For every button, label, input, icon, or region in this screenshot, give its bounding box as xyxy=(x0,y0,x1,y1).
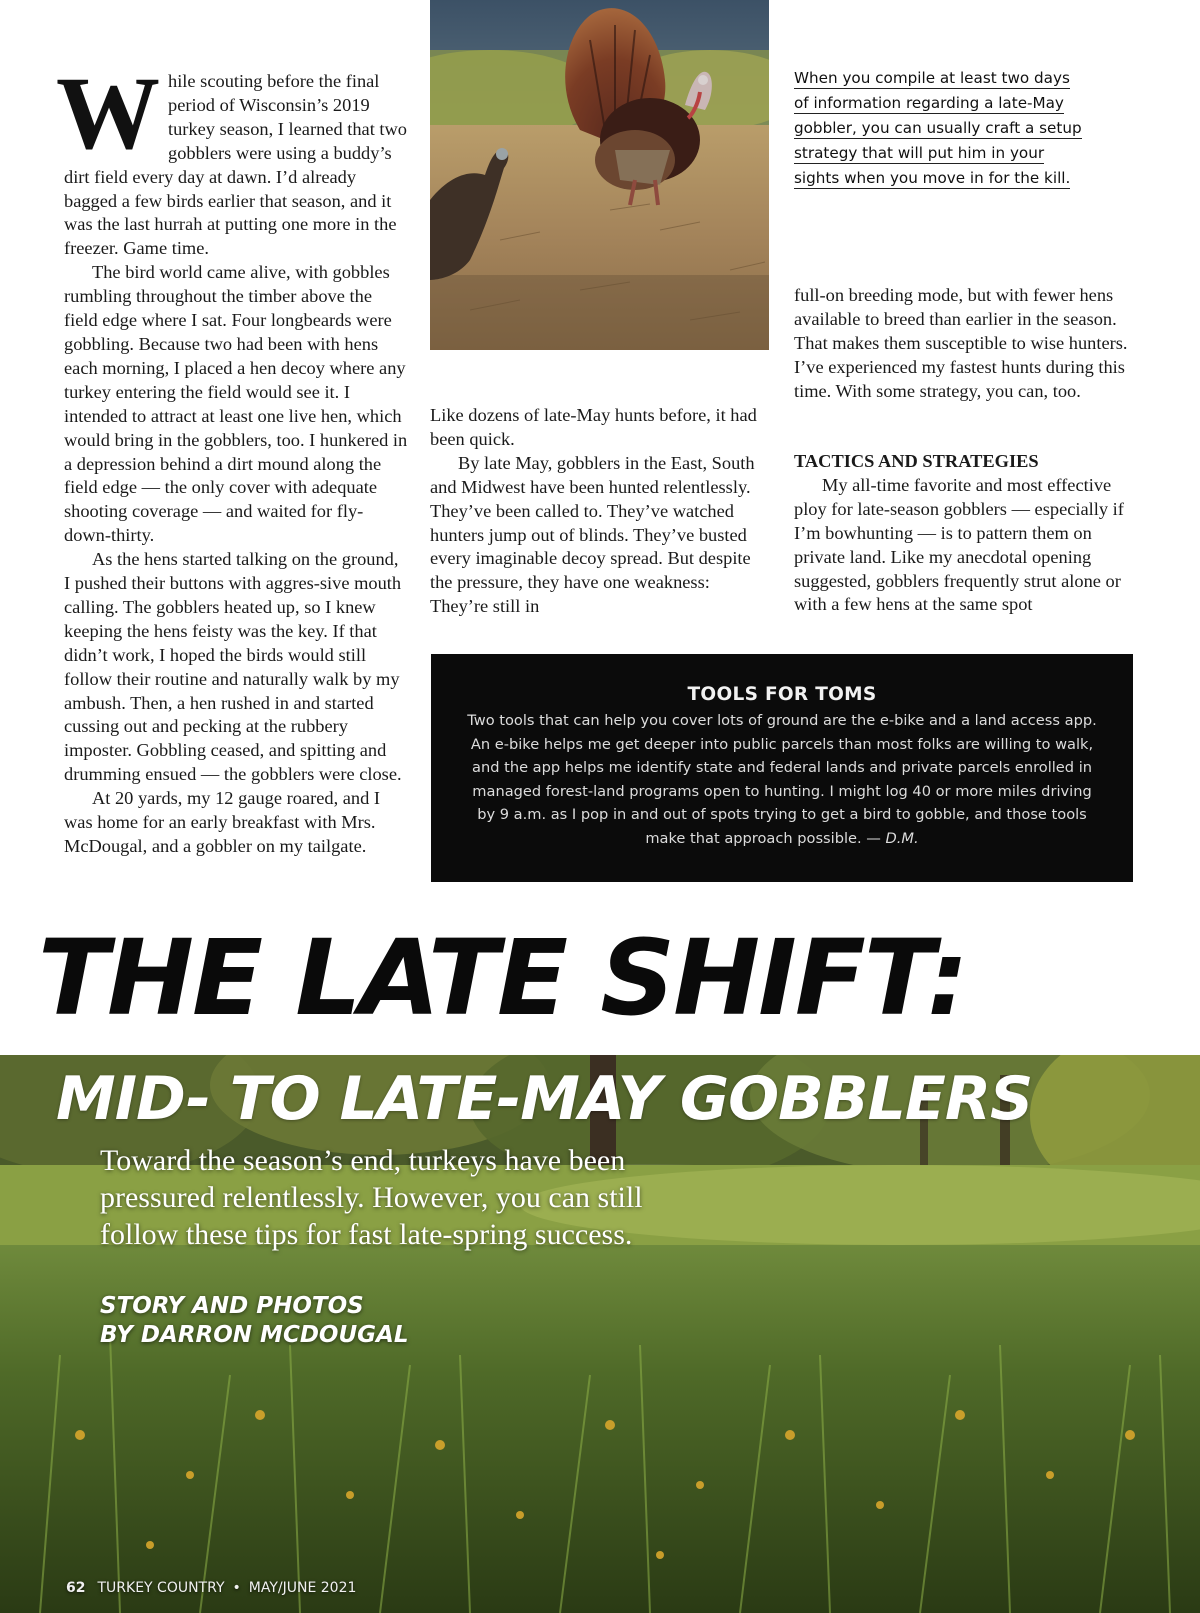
paragraph: The bird world came alive, with gobbles rumbling throughout the timber above the field edge where I sat. Four longbeards were gobbling. Because two had been with hens each morning, I placed a hen decoy where any turkey entering the field would see it. I intended to attract at least one live hen, which would bring in the gobblers, too. I hunkered in a depression behind a dirt mound along the field edge — the only cover with adequate shooting coverage — and waited for fly-down-thirty. xyxy=(64,262,408,546)
pull-quote-line: of information regarding a late-May xyxy=(794,93,1064,112)
paragraph xyxy=(56,56,408,261)
sidebar-text: Two tools that can help you cover lots of ground are the e-bike and a land access app. An e-bike helps me get deeper into public parcels than most folks are willing to walk, and the app helps me identify state and federal lands and private parcels enrolled in managed forest-land programs open to hunting. I might log 40 or more miles driving by 9 a.m. as I pop in and out of spots trying to get a bird to gobble, and those tools make that approach possible. — xyxy=(467,712,1097,847)
subheadline: MID- TO LATE-MAY GOBBLERS xyxy=(56,1064,1033,1134)
headline: THE LATE SHIFT: xyxy=(38,917,967,1039)
dek: Toward the season’s end, turkeys have been pressured relentlessly. However, you can still follow these tips for fast late-spring success. xyxy=(100,1144,643,1251)
paragraph: As the hens started talking on the ground, I pushed their buttons with aggres-sive mouth calling. The gobblers heated up, so I knew keeping the hens feisty was the key. If that didn’t work, I hoped the birds would still follow their routine and naturally walk by my ambush. Then, a hen rushed in and started cussing out and pecking at the rubbery imposter. Gobbling ceased, and spitting and drumming ensued — the gobblers were close. xyxy=(64,549,402,785)
paragraph: At 20 yards, my 12 gauge roared, and I was home for an early breakfast with Mrs. McDougal, and a gobbler on my tailgate. xyxy=(64,788,381,856)
paragraph: My all-time favorite and most effective ploy for late-season gobblers — especially if I’m bowhunting — is to pattern them on private land. Like my anecdotal opening suggested, gobblers frequently strut alone or with a few hens at the same spot xyxy=(794,474,1124,615)
sidebar-signature: D.M. xyxy=(885,829,919,847)
section-subhead: TACTICS AND STRATEGIES xyxy=(794,451,1039,471)
article-column-3 xyxy=(794,284,1144,404)
publication-name: TURKEY COUNTRY xyxy=(97,1580,225,1596)
byline-line: STORY AND PHOTOS xyxy=(100,1293,364,1319)
issue-date: MAY/JUNE 2021 xyxy=(248,1580,357,1596)
byline-line: BY DARRON MCDOUGAL xyxy=(100,1322,409,1348)
byline xyxy=(100,1292,408,1350)
sidebar-title: TOOLS FOR TOMS xyxy=(687,684,877,705)
paragraph: By late May, gobblers in the East, South and Midwest have been hunted relentlessly. They’ve been called to. They’ve watched hunters jump out of blinds. They’ve busted every imaginable decoy spread. But despite the pressure, they have one weakness: They’re still in xyxy=(430,452,755,617)
sidebar-body xyxy=(467,709,1097,851)
paragraph: Like dozens of late-May hunts before, it had been quick. xyxy=(430,405,757,449)
pull-quote-line: gobbler, you can usually craft a setup xyxy=(794,118,1082,137)
drop-cap: W xyxy=(56,56,160,171)
paragraph: full-on breeding mode, but with fewer hens available to breed than earlier in the season. That makes them susceptible to wise hunters. I’ve experienced my fastest hunts during this time. With some strategy, you can, too. xyxy=(794,285,1128,401)
pull-quote-line: sights when you move in for the kill. xyxy=(794,168,1071,187)
folio-separator: • xyxy=(232,1580,241,1596)
page-number: 62 xyxy=(66,1580,86,1596)
pull-quote-line: strategy that will put him in your xyxy=(794,143,1045,162)
turkey-photo xyxy=(430,0,769,350)
folio xyxy=(66,1580,356,1596)
paragraph-text: hile scouting before the final period of Wisconsin’s 2019 turkey season, I learned that two gobblers were using a buddy’s dirt field every day at dawn. I’d already bagged a few birds earlier that season, and it was the last hurrah at putting one more in the freezer. Game time. xyxy=(64,71,407,259)
sidebar-box xyxy=(431,654,1133,882)
turkey-photo-art xyxy=(430,0,769,350)
article-column-2 xyxy=(430,404,768,619)
article-column-1 xyxy=(56,56,408,859)
article-column-3-continued xyxy=(794,450,1144,617)
pull-quote-line: When you compile at least two days xyxy=(794,69,1070,87)
pull-quote xyxy=(794,66,1094,191)
